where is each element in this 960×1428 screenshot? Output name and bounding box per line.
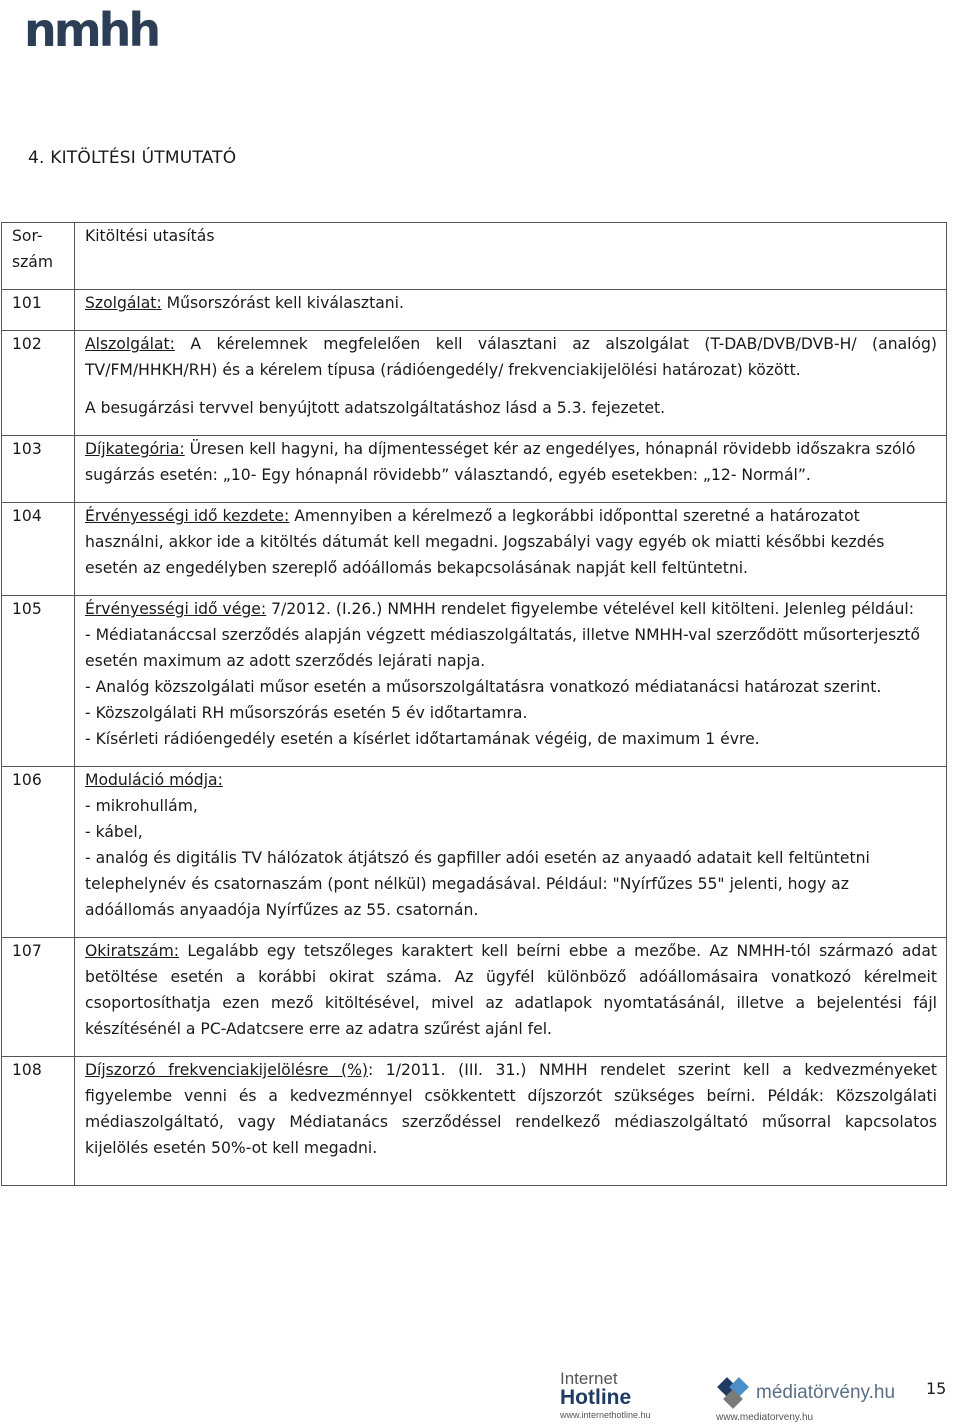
page-number: 15 xyxy=(926,1379,947,1398)
row-instruction: Díjszorzó frekvenciakijelölésre (%): 1/2011. (III. 31.) NMHH rendelet szerint kell a kedvezményeket figyelembe venni és a kedvezménnyel csökkentett díjszorzót szükséges beírni. Példák: Közszolgálati médiaszolgáltató, vagy Médiatanács szerződéssel rendelkező médiaszolgáltató műsorral kapcsolatos kijelölés esetén 50%-ot kell megadni. xyxy=(75,1057,947,1186)
row-number: 107 xyxy=(2,938,75,1057)
table-row xyxy=(2,436,947,503)
row-instruction: Okiratszám: Legalább egy tetszőleges karaktert kell beírni ebbe a mezőbe. Az NMHH-tól származó adat betöltése esetén a korábbi okirat száma. Az ügyfél különböző adóállomásaira vonatkozó kérelmeit csoportosíthatja ezen mező kitöltésével, mivel az adatlapok nyomtatásánál, illetve a bejelentési fájl készítésénél a PC-Adatcsere erre az adatra szűrést ajánl fel. xyxy=(75,938,947,1057)
list-item: - analóg és digitális TV hálózatok átjátszó és gapfiller adói esetén az anyaadó adatait kell feltüntetni telephelynév és csatornaszám (pont nélkül) megadásával. Például: "Nyírfűzes 55" jelenti, hogy az adóállomás anyaadója Nyírfűzes az 55. csatornán. xyxy=(85,849,870,919)
row-instruction: Érvényességi idő kezdete: Amennyiben a kérelmező a legkorábbi időponttal szeretné a határozatot használni, akkor ide a kitöltés dátumát kell megadni. Jogszabályi vagy egyéb ok miatti későbbi kezdés esetén az engedélyben szereplő adóállomás bekapcsolásának napját kell feltüntetni. xyxy=(75,503,947,596)
list-item: - Kísérleti rádióengedély esetén a kísérlet időtartamának végéig, de maximum 1 évre. xyxy=(85,730,760,748)
list-item: - kábel, xyxy=(85,823,143,841)
header-kitoltesi-utasitas: Kitöltési utasítás xyxy=(75,223,947,290)
row-number: 104 xyxy=(2,503,75,596)
svg-text:médiatörvény.hu: médiatörvény.hu xyxy=(756,1382,896,1403)
row-instruction: Alszolgálat: A kérelemnek megfelelően kell választani az alszolgálat (T-DAB/DVB/DVB-H/ (analóg) TV/FM/HHKH/RH) és a kérelem típusa (rádióengedély/ frekvenciakijelölési határozat) között. A besugárzási tervvel benyújtott adatszolgáltatáshoz lásd a 5.3. fejezetet. xyxy=(75,331,947,436)
row-instruction: Moduláció módja: - mikrohullám, - kábel, - analóg és digitális TV hálózatok átjátszó és gapfiller adói esetén az anyaadó adatait kell feltüntetni telephelynév és csatornaszám (pont nélkül) megadásával. Például: "Nyírfűzes 55" jelenti, hogy az adóállomás anyaadója Nyírfűzes az 55. csatornán. xyxy=(75,767,947,938)
nmhh-logo xyxy=(24,3,159,57)
svg-text:www.internethotline.hu: www.internethotline.hu xyxy=(560,1410,651,1420)
svg-text:Internet: Internet xyxy=(560,1369,618,1388)
row-number: 105 xyxy=(2,596,75,767)
row-number: 106 xyxy=(2,767,75,938)
table-header-row xyxy=(2,223,947,290)
row-number: 108 xyxy=(2,1057,75,1186)
table-row xyxy=(2,503,947,596)
table-row xyxy=(2,331,947,436)
table-row xyxy=(2,596,947,767)
mediatorveny-logo xyxy=(714,1372,914,1424)
row-number: 101 xyxy=(2,290,75,331)
svg-text:www.mediatorveny.hu: www.mediatorveny.hu xyxy=(716,1412,814,1423)
row-number: 103 xyxy=(2,436,75,503)
table-row xyxy=(2,767,947,938)
diamond-icon xyxy=(717,1377,749,1409)
instructions-table xyxy=(1,222,947,1186)
row-instruction: Díjkategória: Üresen kell hagyni, ha díjmentességet kér az engedélyes, hónapnál rövidebb időszakra szóló sugárzás esetén: „10- Egy hónapnál rövidebb” választandó, egyéb esetekben: „12- Normál”. xyxy=(75,436,947,503)
row-instruction: Érvényességi idő vége: 7/2012. (I.26.) NMHH rendelet figyelembe vételével kell kitölteni. Jelenleg például: - Médiatanáccsal szerződés alapján végzett médiaszolgáltatás, illetve NMHH-val szerződött műsorterjesztő esetén maximum az adott szerződés lejárati napja. - Analóg közszolgálati műsor esetén a műsorszolgáltatásra vonatkozó médiatanácsi határozat szerint. - Közszolgálati RH műsorszórás esetén 5 év időtartamra. - Kísérleti rádióengedély esetén a kísérlet időtartamának végéig, de maximum 1 évre. xyxy=(75,596,947,767)
svg-text:nmhh: nmhh xyxy=(24,3,159,57)
list-item: - Analóg közszolgálati műsor esetén a műsorszolgáltatásra vonatkozó médiatanácsi határozat szerint. xyxy=(85,678,882,696)
list-item: - mikrohullám, xyxy=(85,797,198,815)
table-row xyxy=(2,1057,947,1186)
table-row xyxy=(2,290,947,331)
row-note: A besugárzási tervvel benyújtott adatszolgáltatáshoz lásd a 5.3. fejezetet. xyxy=(85,399,666,417)
table-row xyxy=(2,938,947,1057)
section-title: 4. KITÖLTÉSI ÚTMUTATÓ xyxy=(28,148,237,168)
svg-text:Hotline: Hotline xyxy=(560,1386,632,1409)
list-item: - Közszolgálati RH műsorszórás esetén 5 év időtartamra. xyxy=(85,704,528,722)
list-item: - Médiatanáccsal szerződés alapján végzett médiaszolgáltatás, illetve NMHH-val szerződött műsorterjesztő esetén maximum az adott szerződés lejárati napja. xyxy=(85,626,921,670)
internet-hotline-logo xyxy=(558,1370,690,1422)
row-instruction: Szolgálat: Műsorszórást kell kiválasztani. xyxy=(75,290,947,331)
header-sorszam: Sor- szám xyxy=(2,223,75,290)
row-number: 102 xyxy=(2,331,75,436)
